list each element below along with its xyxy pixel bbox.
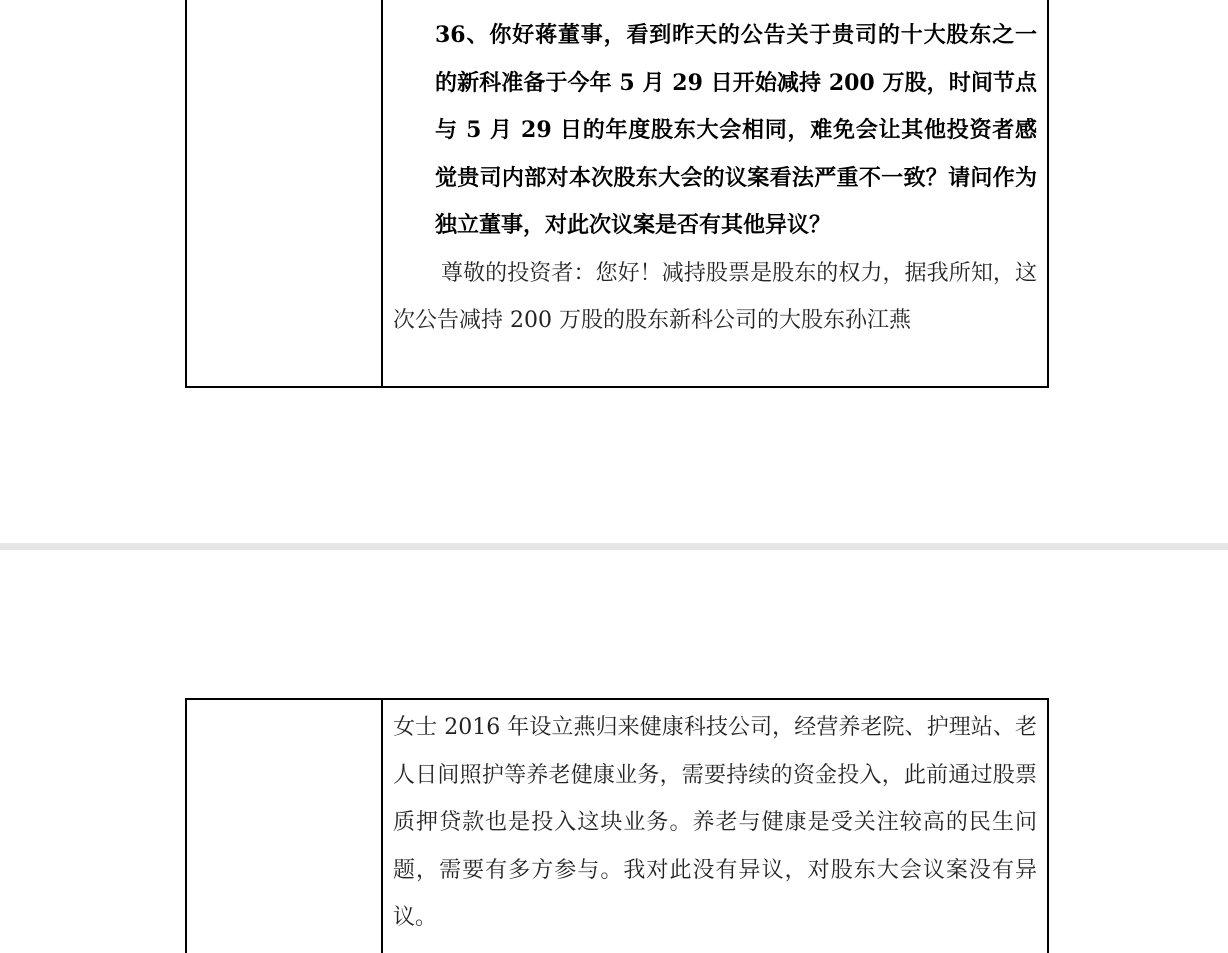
table-left-cell — [187, 700, 383, 953]
director-answer-continued: 女士 2016 年设立燕归来健康科技公司，经营养老院、护理站、老人日间照护等养老健康业务，需要持续的资金投入，此前通过股票质押贷款也是投入这块业务。养老与健康是受关注较高的民生问题，需要有多方参与。我对此没有异议，对股东大会议案没有异议。 — [393, 715, 1037, 930]
qa-table-bottom — [185, 698, 1049, 953]
document-page-bottom — [0, 550, 1228, 953]
investor-question-36: 36、你好蒋董事，看到昨天的公告关于贵司的十大股东之一的新科准备于今年 5 月 29 日开始减持 200 万股，时间节点与 5 月 29 日的年度股东大会相同，难免会让其他投资者感觉贵司内部对本次股东大会的议案看法严重不一致？请问作为独立董事，对此次议案是否有其他异议？ — [435, 22, 1037, 238]
table-left-cell — [187, 0, 383, 386]
page-separator — [0, 543, 1228, 550]
qa-table-top — [185, 0, 1049, 388]
director-answer-start: 尊敬的投资者：您好！减持股票是股东的权力，据我所知，这次公告减持 200 万股的股东新科公司的大股东孙江燕 — [393, 260, 1037, 333]
table-right-cell — [383, 0, 1047, 386]
table-right-cell — [383, 700, 1047, 953]
